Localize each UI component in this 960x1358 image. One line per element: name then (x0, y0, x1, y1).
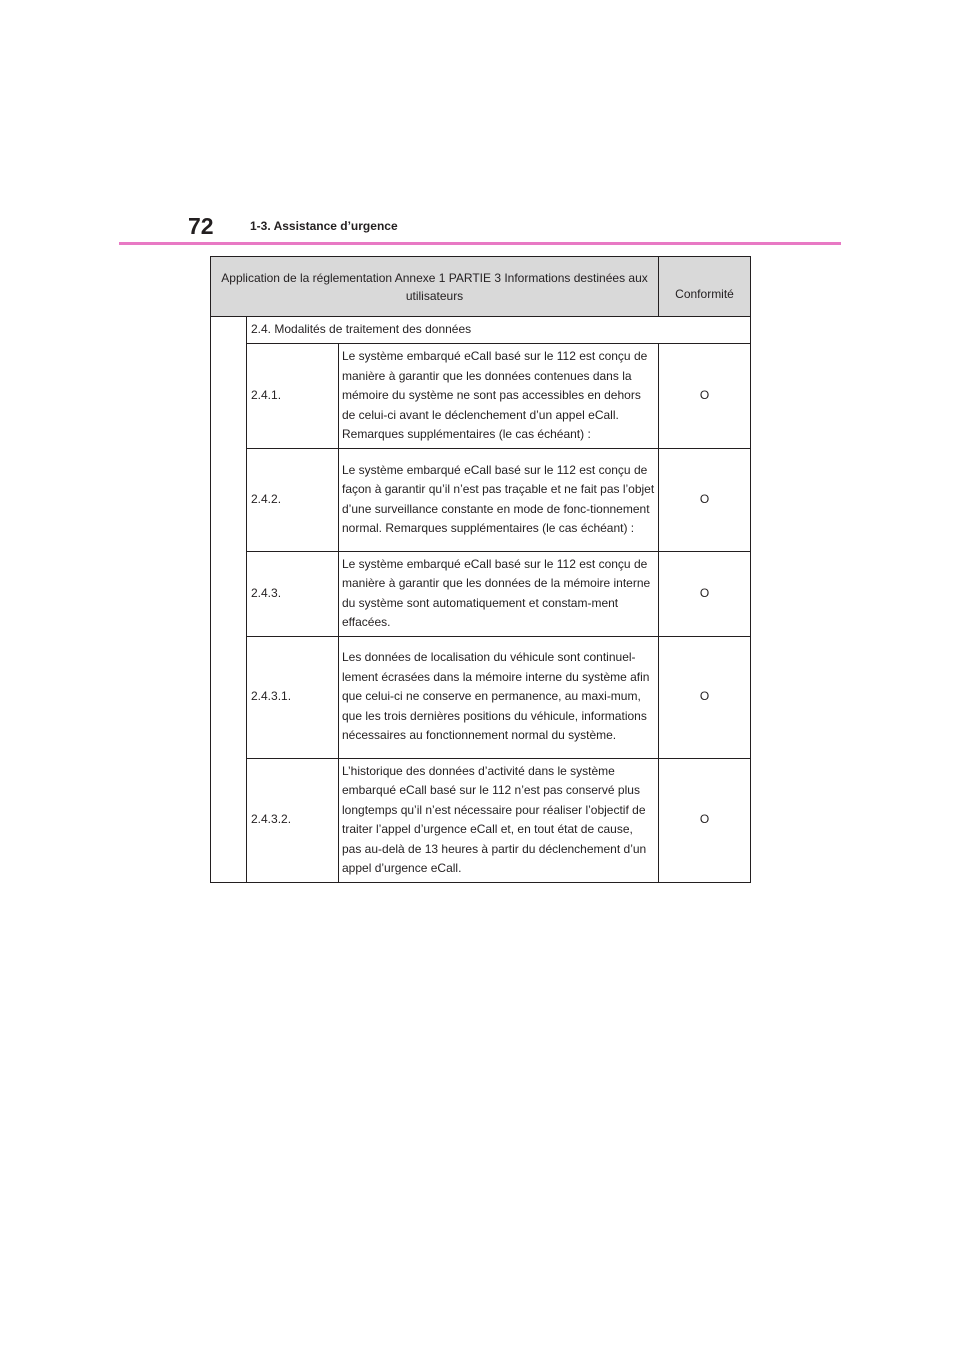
indent-cell (211, 317, 247, 883)
table-header-row (211, 257, 751, 317)
header-regulation-text: Application de la réglementation Annexe 1 PARTIE 3 Informations destinées aux utilisateurs (221, 270, 648, 303)
subsection-row (211, 317, 751, 344)
table-row (211, 758, 751, 882)
table-row (211, 551, 751, 636)
table-row (211, 448, 751, 551)
header-divider (119, 242, 841, 245)
regulation-table (210, 256, 751, 883)
row-number: 2.4.1. (247, 344, 339, 449)
page-number: 72 (188, 213, 214, 239)
row-number: 2.4.3.1. (247, 636, 339, 758)
section-title: 1-3. Assistance d’urgence (250, 219, 398, 233)
row-number: 2.4.3. (247, 551, 339, 636)
row-description: Le système embarqué eCall basé sur le 112 est conçu de façon à garantir qu’il n’est pas traçable et ne fait pas l’objet d’une surveillance constante en mode de fonc-tionnement normal. Remarques supplémentaires (le cas échéant) : (339, 448, 659, 551)
table-row (211, 636, 751, 758)
header-regulation-cell (211, 257, 659, 317)
row-conformity: O (659, 344, 751, 449)
row-conformity: O (659, 636, 751, 758)
subsection-title: 2.4. Modalités de traitement des données (247, 317, 751, 344)
row-description: Les données de localisation du véhicule sont continuel-lement écrasées dans la mémoire interne du système afin que celui-ci ne conserve en permanence, au maxi-mum, que les trois dernières positions du véhicule, informations nécessaires au fonctionnement normal du système. (339, 636, 659, 758)
row-number: 2.4.3.2. (247, 758, 339, 882)
row-description: Le système embarqué eCall basé sur le 112 est conçu de manière à garantir que les données de la mémoire interne du système sont automatiquement et constam-ment effacées. (339, 551, 659, 636)
row-number: 2.4.2. (247, 448, 339, 551)
table-row (211, 344, 751, 449)
row-description: L’historique des données d’activité dans le système embarqué eCall basé sur le 112 n’est pas conservé plus longtemps qu’il n’est nécessaire pour réaliser l’objectif de traiter l’appel d’urgence eCall et, en tout état de cause, pas au-delà de 13 heures à partir du déclenchement d’un appel d’urgence eCall. (339, 758, 659, 882)
header-conformity-cell: Conformité (659, 257, 751, 317)
row-conformity: O (659, 551, 751, 636)
row-conformity: O (659, 758, 751, 882)
row-description: Le système embarqué eCall basé sur le 112 est conçu de manière à garantir que les données contenues dans la mémoire du système ne sont pas accessibles en dehors de celui-ci avant le déclenchement d’un appel eCall. Remarques supplémentaires (le cas échéant) : (339, 344, 659, 449)
row-conformity: O (659, 448, 751, 551)
